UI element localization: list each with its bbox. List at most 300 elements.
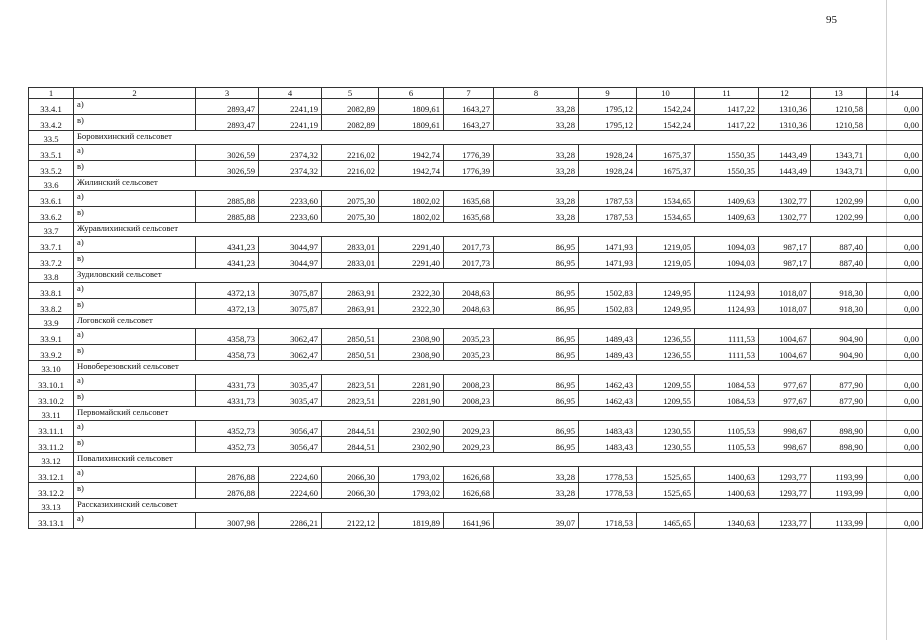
row-code: 33.7.1 [29, 237, 74, 253]
value-cell: 2035,23 [444, 329, 494, 345]
value-cell: 1465,65 [637, 513, 695, 529]
column-header: 8 [494, 88, 579, 99]
row-code: 33.4.1 [29, 99, 74, 115]
value-cell: 1236,55 [637, 345, 695, 361]
value-cell: 0,00 [867, 299, 923, 315]
row-code: 33.11.2 [29, 437, 74, 453]
value-cell: 2008,23 [444, 391, 494, 407]
value-cell: 1302,77 [759, 191, 811, 207]
value-cell: 86,95 [494, 437, 579, 453]
value-cell: 1409,63 [695, 191, 759, 207]
row-label: а) [74, 329, 196, 345]
section-row [29, 269, 923, 283]
value-cell: 1471,93 [579, 253, 637, 269]
value-cell: 33,28 [494, 207, 579, 223]
value-cell: 2885,88 [196, 191, 259, 207]
value-cell: 2833,01 [322, 253, 379, 269]
value-cell: 1542,24 [637, 99, 695, 115]
table-row [29, 207, 923, 223]
row-code: 33.8.2 [29, 299, 74, 315]
value-cell: 1417,22 [695, 115, 759, 131]
table-row [29, 345, 923, 361]
value-cell: 1443,49 [759, 145, 811, 161]
section-title: Журавлихинский сельсовет [74, 223, 923, 237]
value-cell: 1635,68 [444, 191, 494, 207]
value-cell: 2863,91 [322, 299, 379, 315]
section-row [29, 453, 923, 467]
value-cell: 4352,73 [196, 421, 259, 437]
value-cell: 1641,96 [444, 513, 494, 529]
value-cell: 1525,65 [637, 467, 695, 483]
column-header: 9 [579, 88, 637, 99]
value-cell: 1675,37 [637, 161, 695, 177]
value-cell: 1534,65 [637, 191, 695, 207]
value-cell: 2823,51 [322, 375, 379, 391]
value-cell: 0,00 [867, 145, 923, 161]
row-code: 33.7.2 [29, 253, 74, 269]
value-cell: 1209,55 [637, 391, 695, 407]
column-header: 2 [74, 88, 196, 99]
value-cell: 1249,95 [637, 283, 695, 299]
column-header: 12 [759, 88, 811, 99]
section-row [29, 499, 923, 513]
row-code: 33.9 [29, 315, 74, 329]
value-cell: 887,40 [811, 253, 867, 269]
value-cell: 2224,60 [259, 467, 322, 483]
value-cell: 1443,49 [759, 161, 811, 177]
row-code: 33.10.1 [29, 375, 74, 391]
column-header: 5 [322, 88, 379, 99]
row-code: 33.13.1 [29, 513, 74, 529]
value-cell: 33,28 [494, 145, 579, 161]
column-header: 11 [695, 88, 759, 99]
value-cell: 1462,43 [579, 391, 637, 407]
value-cell: 1018,07 [759, 283, 811, 299]
value-cell: 2850,51 [322, 345, 379, 361]
value-cell: 2308,90 [379, 329, 444, 345]
section-row [29, 131, 923, 145]
row-code: 33.8 [29, 269, 74, 283]
row-label: а) [74, 237, 196, 253]
value-cell: 1018,07 [759, 299, 811, 315]
row-code: 33.10.2 [29, 391, 74, 407]
value-cell: 2082,89 [322, 99, 379, 115]
value-cell: 0,00 [867, 375, 923, 391]
value-cell: 1124,93 [695, 299, 759, 315]
value-cell: 1643,27 [444, 99, 494, 115]
value-cell: 1471,93 [579, 237, 637, 253]
value-cell: 1233,77 [759, 513, 811, 529]
table-row [29, 115, 923, 131]
value-cell: 1778,53 [579, 483, 637, 499]
value-cell: 0,00 [867, 329, 923, 345]
value-cell: 3026,59 [196, 145, 259, 161]
value-cell: 987,17 [759, 253, 811, 269]
value-cell: 2823,51 [322, 391, 379, 407]
value-cell: 1004,67 [759, 329, 811, 345]
value-cell: 86,95 [494, 237, 579, 253]
section-title: Рассказихинский сельсовет [74, 499, 923, 513]
value-cell: 4358,73 [196, 329, 259, 345]
row-label: в) [74, 483, 196, 499]
section-row [29, 177, 923, 191]
row-code: 33.5 [29, 131, 74, 145]
value-cell: 0,00 [867, 391, 923, 407]
value-cell: 1230,55 [637, 437, 695, 453]
value-cell: 1778,53 [579, 467, 637, 483]
row-label: в) [74, 253, 196, 269]
table-row [29, 467, 923, 483]
section-row [29, 407, 923, 421]
value-cell: 1502,83 [579, 283, 637, 299]
value-cell: 1302,77 [759, 207, 811, 223]
value-cell: 2224,60 [259, 483, 322, 499]
page-number: 95 [826, 14, 837, 26]
row-label: в) [74, 345, 196, 361]
value-cell: 0,00 [867, 115, 923, 131]
row-label: а) [74, 421, 196, 437]
value-cell: 1675,37 [637, 145, 695, 161]
value-cell: 1635,68 [444, 207, 494, 223]
row-label: в) [74, 115, 196, 131]
value-cell: 2035,23 [444, 345, 494, 361]
value-cell: 1489,43 [579, 329, 637, 345]
value-cell: 0,00 [867, 253, 923, 269]
value-cell: 2048,63 [444, 283, 494, 299]
value-cell: 2876,88 [196, 467, 259, 483]
section-title: Логовской сельсовет [74, 315, 923, 329]
value-cell: 3062,47 [259, 329, 322, 345]
value-cell: 1483,43 [579, 437, 637, 453]
row-code: 33.12.1 [29, 467, 74, 483]
value-cell: 33,28 [494, 483, 579, 499]
value-cell: 1525,65 [637, 483, 695, 499]
row-label: в) [74, 299, 196, 315]
row-label: а) [74, 145, 196, 161]
section-title: Жилинский сельсовет [74, 177, 923, 191]
section-row [29, 361, 923, 375]
table-row [29, 299, 923, 315]
column-header: 13 [811, 88, 867, 99]
value-cell: 1219,05 [637, 237, 695, 253]
value-cell: 1534,65 [637, 207, 695, 223]
value-cell: 0,00 [867, 191, 923, 207]
value-cell: 0,00 [867, 99, 923, 115]
value-cell: 887,40 [811, 237, 867, 253]
value-cell: 0,00 [867, 161, 923, 177]
value-cell: 998,67 [759, 437, 811, 453]
value-cell: 1219,05 [637, 253, 695, 269]
value-cell: 3056,47 [259, 437, 322, 453]
value-cell: 1483,43 [579, 421, 637, 437]
column-header: 1 [29, 88, 74, 99]
value-cell: 2075,30 [322, 191, 379, 207]
value-cell: 2291,40 [379, 253, 444, 269]
value-cell: 0,00 [867, 237, 923, 253]
value-cell: 877,90 [811, 391, 867, 407]
value-cell: 4341,23 [196, 253, 259, 269]
value-cell: 3035,47 [259, 391, 322, 407]
value-cell: 2876,88 [196, 483, 259, 499]
table-row [29, 329, 923, 345]
value-cell: 1094,03 [695, 237, 759, 253]
value-cell: 1802,02 [379, 191, 444, 207]
value-cell: 0,00 [867, 207, 923, 223]
value-cell: 1084,53 [695, 391, 759, 407]
column-header: 3 [196, 88, 259, 99]
value-cell: 1928,24 [579, 145, 637, 161]
row-label: в) [74, 207, 196, 223]
column-header: 10 [637, 88, 695, 99]
row-code: 33.6.2 [29, 207, 74, 223]
row-code: 33.10 [29, 361, 74, 375]
value-cell: 2302,90 [379, 421, 444, 437]
row-code: 33.4.2 [29, 115, 74, 131]
value-cell: 1400,63 [695, 467, 759, 483]
value-cell: 2374,32 [259, 161, 322, 177]
value-cell: 2048,63 [444, 299, 494, 315]
value-cell: 1802,02 [379, 207, 444, 223]
value-cell: 2233,60 [259, 207, 322, 223]
value-cell: 2241,19 [259, 115, 322, 131]
value-cell: 33,28 [494, 191, 579, 207]
value-cell: 2241,19 [259, 99, 322, 115]
value-cell: 2844,51 [322, 437, 379, 453]
section-title: Боровихинский сельсовет [74, 131, 923, 145]
table-row [29, 483, 923, 499]
value-cell: 1809,61 [379, 99, 444, 115]
value-cell: 2322,30 [379, 299, 444, 315]
value-cell: 1310,36 [759, 115, 811, 131]
value-cell: 1417,22 [695, 99, 759, 115]
value-cell: 1626,68 [444, 467, 494, 483]
value-cell: 1942,74 [379, 145, 444, 161]
value-cell: 0,00 [867, 421, 923, 437]
value-cell: 4331,73 [196, 391, 259, 407]
value-cell: 2017,73 [444, 237, 494, 253]
value-cell: 1819,89 [379, 513, 444, 529]
row-label: а) [74, 513, 196, 529]
table-row [29, 421, 923, 437]
value-cell: 1111,53 [695, 329, 759, 345]
value-cell: 3062,47 [259, 345, 322, 361]
row-code: 33.5.2 [29, 161, 74, 177]
value-cell: 904,90 [811, 345, 867, 361]
value-cell: 4372,13 [196, 299, 259, 315]
value-cell: 1105,53 [695, 421, 759, 437]
row-code: 33.6.1 [29, 191, 74, 207]
section-title: Зудиловский сельсовет [74, 269, 923, 283]
value-cell: 0,00 [867, 283, 923, 299]
row-code: 33.9.1 [29, 329, 74, 345]
value-cell: 1230,55 [637, 421, 695, 437]
row-code: 33.11 [29, 407, 74, 421]
header-row [29, 88, 923, 99]
value-cell: 1550,35 [695, 145, 759, 161]
value-cell: 1343,71 [811, 161, 867, 177]
value-cell: 33,28 [494, 467, 579, 483]
section-row [29, 223, 923, 237]
value-cell: 2017,73 [444, 253, 494, 269]
value-cell: 4331,73 [196, 375, 259, 391]
value-cell: 2863,91 [322, 283, 379, 299]
value-cell: 33,28 [494, 99, 579, 115]
value-cell: 3026,59 [196, 161, 259, 177]
value-cell: 3007,98 [196, 513, 259, 529]
value-cell: 1210,58 [811, 99, 867, 115]
value-cell: 904,90 [811, 329, 867, 345]
value-cell: 2291,40 [379, 237, 444, 253]
value-cell: 2122,12 [322, 513, 379, 529]
value-cell: 1550,35 [695, 161, 759, 177]
row-code: 33.6 [29, 177, 74, 191]
row-code: 33.12.2 [29, 483, 74, 499]
value-cell: 86,95 [494, 391, 579, 407]
value-cell: 1210,58 [811, 115, 867, 131]
row-label: в) [74, 437, 196, 453]
table-row [29, 99, 923, 115]
value-cell: 1793,02 [379, 483, 444, 499]
row-code: 33.11.1 [29, 421, 74, 437]
value-cell: 4358,73 [196, 345, 259, 361]
row-code: 33.8.1 [29, 283, 74, 299]
value-cell: 1795,12 [579, 115, 637, 131]
column-header: 6 [379, 88, 444, 99]
value-cell: 918,30 [811, 299, 867, 315]
table-row [29, 253, 923, 269]
value-cell: 1293,77 [759, 483, 811, 499]
value-cell: 2216,02 [322, 145, 379, 161]
value-cell: 86,95 [494, 375, 579, 391]
value-cell: 2893,47 [196, 115, 259, 131]
value-cell: 1787,53 [579, 207, 637, 223]
value-cell: 1310,36 [759, 99, 811, 115]
row-code: 33.9.2 [29, 345, 74, 361]
table-row [29, 237, 923, 253]
value-cell: 1795,12 [579, 99, 637, 115]
value-cell: 1340,63 [695, 513, 759, 529]
value-cell: 2029,23 [444, 437, 494, 453]
value-cell: 0,00 [867, 467, 923, 483]
table-row [29, 145, 923, 161]
value-cell: 1809,61 [379, 115, 444, 131]
value-cell: 918,30 [811, 283, 867, 299]
value-cell: 1202,99 [811, 207, 867, 223]
column-header: 4 [259, 88, 322, 99]
value-cell: 1236,55 [637, 329, 695, 345]
value-cell: 2893,47 [196, 99, 259, 115]
value-cell: 1133,99 [811, 513, 867, 529]
value-cell: 1502,83 [579, 299, 637, 315]
value-cell: 1489,43 [579, 345, 637, 361]
value-cell: 1542,24 [637, 115, 695, 131]
value-cell: 0,00 [867, 513, 923, 529]
value-cell: 2322,30 [379, 283, 444, 299]
value-cell: 877,90 [811, 375, 867, 391]
value-cell: 86,95 [494, 253, 579, 269]
row-code: 33.13 [29, 499, 74, 513]
value-cell: 3075,87 [259, 299, 322, 315]
value-cell: 977,67 [759, 391, 811, 407]
section-title: Первомайский сельсовет [74, 407, 923, 421]
value-cell: 3044,97 [259, 253, 322, 269]
value-cell: 2850,51 [322, 329, 379, 345]
value-cell: 1776,39 [444, 161, 494, 177]
value-cell: 33,28 [494, 161, 579, 177]
value-cell: 86,95 [494, 345, 579, 361]
value-cell: 1942,74 [379, 161, 444, 177]
value-cell: 4372,13 [196, 283, 259, 299]
value-cell: 86,95 [494, 329, 579, 345]
value-cell: 33,28 [494, 115, 579, 131]
value-cell: 86,95 [494, 283, 579, 299]
column-header: 14 [867, 88, 923, 99]
value-cell: 86,95 [494, 299, 579, 315]
value-cell: 4341,23 [196, 237, 259, 253]
value-cell: 2286,21 [259, 513, 322, 529]
value-cell: 4352,73 [196, 437, 259, 453]
value-cell: 2216,02 [322, 161, 379, 177]
row-label: а) [74, 467, 196, 483]
value-cell: 0,00 [867, 345, 923, 361]
value-cell: 1209,55 [637, 375, 695, 391]
value-cell: 2082,89 [322, 115, 379, 131]
row-label: в) [74, 391, 196, 407]
value-cell: 987,17 [759, 237, 811, 253]
row-code: 33.12 [29, 453, 74, 467]
value-cell: 1400,63 [695, 483, 759, 499]
value-cell: 1343,71 [811, 145, 867, 161]
value-cell: 1004,67 [759, 345, 811, 361]
value-cell: 2885,88 [196, 207, 259, 223]
value-cell: 2233,60 [259, 191, 322, 207]
table-row [29, 437, 923, 453]
tariff-table [28, 87, 923, 529]
value-cell: 2066,30 [322, 467, 379, 483]
value-cell: 2281,90 [379, 375, 444, 391]
value-cell: 1124,93 [695, 283, 759, 299]
table-row [29, 513, 923, 529]
value-cell: 1643,27 [444, 115, 494, 131]
value-cell: 86,95 [494, 421, 579, 437]
value-cell: 1793,02 [379, 467, 444, 483]
value-cell: 1928,24 [579, 161, 637, 177]
value-cell: 2308,90 [379, 345, 444, 361]
value-cell: 3044,97 [259, 237, 322, 253]
section-row [29, 315, 923, 329]
value-cell: 1718,53 [579, 513, 637, 529]
row-code: 33.7 [29, 223, 74, 237]
column-header: 7 [444, 88, 494, 99]
table-row [29, 375, 923, 391]
value-cell: 3035,47 [259, 375, 322, 391]
row-label: а) [74, 191, 196, 207]
value-cell: 898,90 [811, 421, 867, 437]
row-code: 33.5.1 [29, 145, 74, 161]
value-cell: 3056,47 [259, 421, 322, 437]
row-label: а) [74, 283, 196, 299]
value-cell: 2029,23 [444, 421, 494, 437]
value-cell: 2281,90 [379, 391, 444, 407]
value-cell: 2374,32 [259, 145, 322, 161]
value-cell: 39,07 [494, 513, 579, 529]
value-cell: 2075,30 [322, 207, 379, 223]
value-cell: 0,00 [867, 483, 923, 499]
value-cell: 0,00 [867, 437, 923, 453]
table-row [29, 191, 923, 207]
value-cell: 2008,23 [444, 375, 494, 391]
value-cell: 1084,53 [695, 375, 759, 391]
